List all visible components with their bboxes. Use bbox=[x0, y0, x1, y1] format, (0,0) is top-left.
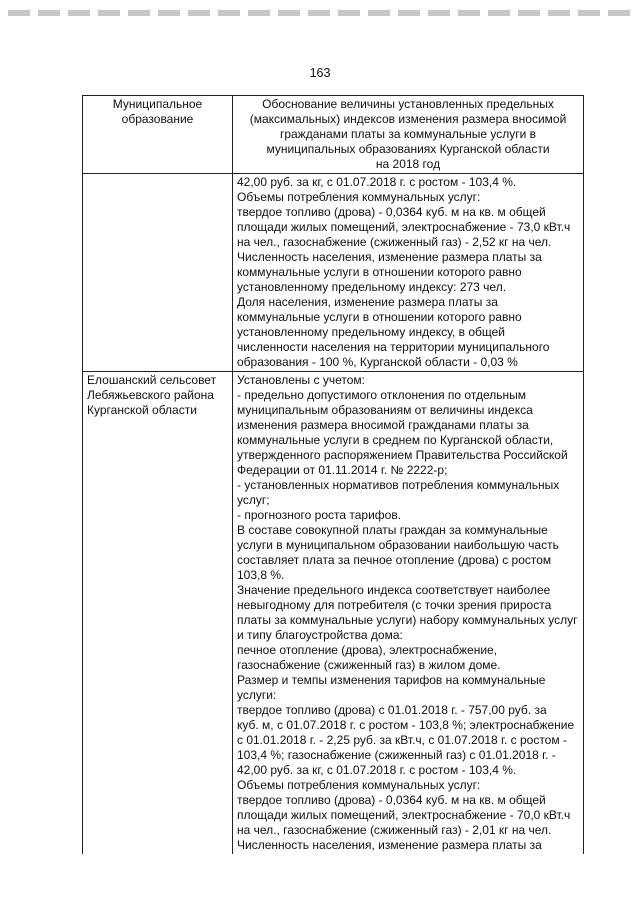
text-line: газоснабжение (сжиженный газ) в жилом доме. bbox=[237, 658, 501, 672]
text-line: численности населения на территории муниципального bbox=[237, 340, 550, 354]
text-line: площади жилых помещений, электроснабжение - 70,0 кВт.ч bbox=[237, 808, 571, 822]
text-line: Объемы потребления коммунальных услуг: bbox=[237, 778, 481, 792]
municipality-name-line: Курганской области bbox=[87, 403, 197, 417]
text-line: 42,00 руб. за кг, с 01.07.2018 г. с ростом - 103,4 %. bbox=[237, 175, 517, 189]
text-line: - установленных нормативов потребления коммунальных bbox=[237, 478, 560, 492]
text-line: площади жилых помещений, электроснабжение - 73,0 кВт.ч bbox=[237, 220, 571, 234]
header-col1-line: Муниципальное bbox=[112, 97, 203, 111]
row2-municipality-cell bbox=[83, 372, 233, 855]
text-line: 42,00 руб. за кг, с 01.07.2018 г. с ростом - 103,4 %. bbox=[237, 763, 517, 777]
text-line: услуги в муниципальном образовании наибольшую часть bbox=[237, 538, 559, 552]
row1-municipality-cell bbox=[83, 174, 233, 372]
header-col1-line: образование bbox=[121, 112, 194, 126]
text-line: Доля населения, изменение размера платы за bbox=[237, 295, 498, 309]
table-header-row bbox=[83, 96, 584, 174]
text-line: Установлены с учетом: bbox=[237, 373, 365, 387]
text-line: услуги: bbox=[237, 688, 277, 702]
row2-justification-cell bbox=[233, 372, 584, 855]
text-line: услуг; bbox=[237, 493, 270, 507]
text-line: установленному предельному индексу, в общей bbox=[237, 325, 505, 339]
table-row bbox=[83, 372, 584, 855]
text-line: изменения размера вносимой гражданами платы за bbox=[237, 418, 529, 432]
text-line: установленному предельному индексу: 273 чел. bbox=[237, 280, 507, 294]
text-line: и типу благоустройства дома: bbox=[237, 628, 403, 642]
text-line: печное отопление (дрова), электроснабжение, bbox=[237, 643, 498, 657]
header-col2-line: Обоснование величины установленных предельных bbox=[262, 97, 554, 111]
text-line: коммунальные услуги в среднем по Курганской области, bbox=[237, 433, 554, 447]
text-line: Федерации от 01.11.2014 г. № 2222-р; bbox=[237, 463, 448, 477]
row1-justification-cell bbox=[233, 174, 584, 372]
text-line: утвержденного распоряжением Правительства Российской bbox=[237, 448, 568, 462]
text-line: Численность населения, изменение размера платы за bbox=[237, 250, 542, 264]
municipality-name-line: Лебяжьевского района bbox=[87, 388, 214, 402]
document-table bbox=[82, 95, 584, 854]
text-line: муниципальным образованиям от величины индекса bbox=[237, 403, 533, 417]
text-line: составляет плата за печное отопление (дрова) с ростом bbox=[237, 553, 552, 567]
header-municipality bbox=[83, 96, 233, 174]
text-line: образования - 100 %, Курганской области - 0,03 % bbox=[237, 355, 518, 369]
text-line: Размер и темпы изменения тарифов на коммунальные bbox=[237, 673, 546, 687]
text-line: 103,4 %; газоснабжение (сжиженный газ) с 01.01.2018 г. - bbox=[237, 748, 556, 762]
header-col2-line: муниципальных образованиях Курганской области bbox=[266, 142, 550, 156]
header-col2-line: на 2018 год bbox=[375, 157, 441, 171]
text-line: твердое топливо (дрова) - 0,0364 куб. м на кв. м общей bbox=[237, 793, 546, 807]
text-line: твердое топливо (дрова) с 01.01.2018 г. - 757,00 руб. за bbox=[237, 703, 547, 717]
text-line: - прогнозного роста тарифов. bbox=[237, 508, 402, 522]
text-line: коммунальные услуги в отношении которого равно bbox=[237, 310, 522, 324]
text-line: 103,8 %. bbox=[237, 568, 285, 582]
header-justification bbox=[233, 96, 584, 174]
header-col2-line: гражданами платы за коммунальные услуги в bbox=[279, 127, 537, 141]
text-line: на чел., газоснабжение (сжиженный газ) - 2,01 кг на чел. bbox=[237, 823, 552, 837]
municipality-name-line: Елошанский сельсовет bbox=[87, 373, 217, 387]
table-row bbox=[83, 174, 584, 372]
text-line: платы за коммунальные услуги) набору коммунальных услуг bbox=[237, 613, 578, 627]
text-line: на чел., газоснабжение (сжиженный газ) - 2,52 кг на чел. bbox=[237, 235, 552, 249]
text-line: Значение предельного индекса соответствует наиболее bbox=[237, 583, 551, 597]
header-col2-line: (максимальных) индексов изменения размера вносимой bbox=[249, 112, 567, 126]
text-line: коммунальные услуги в отношении которого равно bbox=[237, 265, 522, 279]
text-line: Численность населения, изменение размера платы за bbox=[237, 838, 542, 852]
text-line: с 01.01.2018 г. - 2,25 руб. за кВт.ч, с 01.07.2018 г. с ростом - bbox=[237, 733, 567, 747]
text-line: твердое топливо (дрова) - 0,0364 куб. м на кв. м общей bbox=[237, 205, 546, 219]
text-line: Объемы потребления коммунальных услуг: bbox=[237, 190, 481, 204]
text-line: куб. м, с 01.07.2018 г. с ростом - 103,8 %; электроснабжение bbox=[237, 718, 575, 732]
text-line: - предельно допустимого отклонения по отдельным bbox=[237, 388, 526, 402]
text-line: В составе совокупной платы граждан за коммунальные bbox=[237, 523, 548, 537]
page-number: 163 bbox=[309, 66, 331, 80]
scan-header-artifact bbox=[8, 10, 632, 16]
text-line: невыгодному для потребителя (с точки зрения прироста bbox=[237, 598, 552, 612]
